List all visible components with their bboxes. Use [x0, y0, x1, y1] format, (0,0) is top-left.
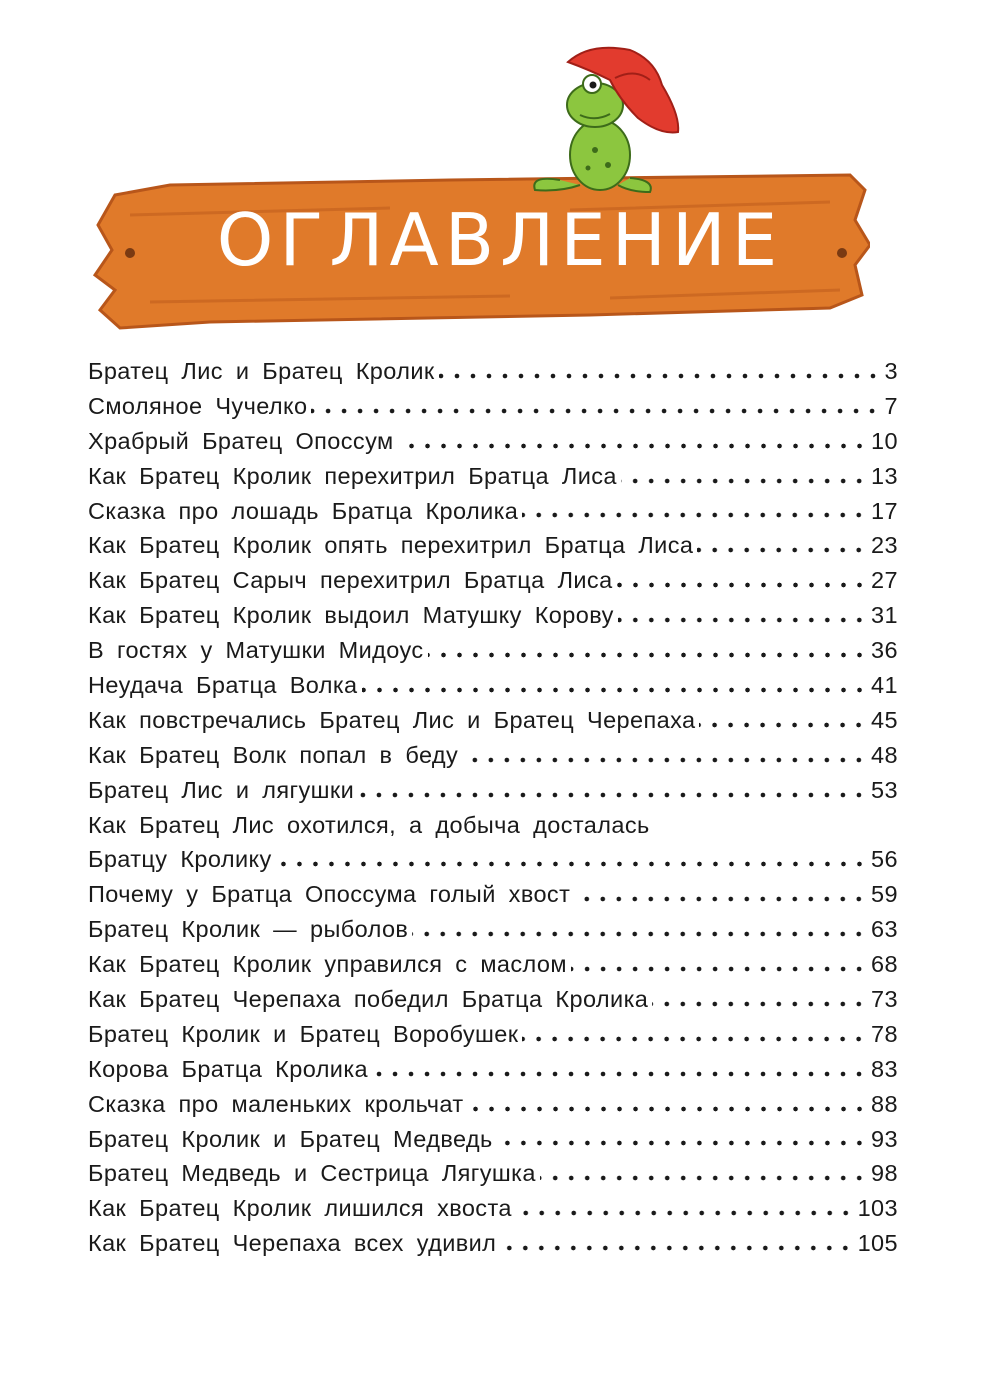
toc-entry-title: Смоляное Чучелко: [88, 392, 308, 419]
toc-entry-page: 7: [884, 392, 898, 419]
dot-leader: [522, 494, 867, 529]
dot-leader: [697, 528, 867, 563]
toc-entry[interactable]: [88, 1122, 898, 1157]
toc-entry-page: 83: [871, 1055, 898, 1082]
toc-entry-page: 59: [871, 881, 898, 908]
dot-leader: [522, 1017, 867, 1052]
toc-entry[interactable]: [88, 738, 898, 773]
toc-entry-title: Как повстречались Братец Лис и Братец Черепаха: [88, 706, 696, 733]
toc-entry-title: Братцу Кролику: [88, 846, 272, 873]
toc-entry-title: Как Братец Кролик лишился хвоста: [88, 1195, 512, 1222]
toc-entry[interactable]: [88, 912, 898, 947]
toc-entry-page: 45: [871, 706, 898, 733]
dot-leader: [372, 1052, 867, 1087]
toc-entry-title: Неудача Братца Волка: [88, 672, 358, 699]
toc-entry-title: Корова Братца Кролика: [88, 1055, 369, 1082]
toc-entry-page: 13: [871, 462, 898, 489]
toc-entry[interactable]: [88, 633, 898, 668]
page-title: ОГЛАВЛЕНИЕ: [216, 198, 784, 282]
dot-leader: [358, 773, 867, 808]
toc-entry-page: 88: [871, 1090, 898, 1117]
toc-entry[interactable]: [88, 877, 898, 912]
toc-entry-title: Как Братец Кролик управился с маслом: [88, 951, 567, 978]
toc-entry[interactable]: [88, 1052, 898, 1087]
toc-entry-title: Братец Лис и лягушки: [88, 776, 355, 803]
dot-leader: [497, 1122, 867, 1157]
toc-entry-title: Почему у Братца Опоссума голый хвост: [88, 881, 571, 908]
dot-leader: [571, 947, 867, 982]
toc-entry-title: Как Братец Кролик опять перехитрил Братца Лиса: [88, 532, 694, 559]
dot-leader: [617, 563, 868, 598]
toc-entry-page: 3: [884, 358, 898, 384]
dot-leader: [439, 354, 881, 389]
toc-entry[interactable]: [88, 354, 898, 389]
toc-entry[interactable]: [88, 598, 898, 633]
toc-entry-title: Как Братец Волк попал в беду: [88, 741, 459, 768]
toc-entry-title: Как Братец Сарыч перехитрил Братца Лиса: [88, 567, 613, 594]
toc-entry[interactable]: [88, 424, 898, 459]
dot-leader: [540, 1156, 867, 1191]
toc-entry[interactable]: [88, 982, 898, 1017]
toc-entry[interactable]: [88, 842, 898, 877]
toc-entry[interactable]: [88, 1156, 898, 1191]
toc-entry-page: 17: [871, 497, 898, 524]
toc-entry-page: 103: [857, 1195, 898, 1222]
toc-entry-title: Братец Медведь и Сестрица Лягушка: [88, 1160, 536, 1187]
toc-entry-page: 41: [871, 672, 898, 699]
toc-entry[interactable]: [88, 668, 898, 703]
dot-leader: [652, 982, 867, 1017]
toc-entry[interactable]: [88, 773, 898, 808]
toc-entry-title: Братец Кролик и Братец Медведь: [88, 1125, 493, 1152]
dot-leader: [428, 633, 868, 668]
toc-entry-title: Братец Лис и Братец Кролик: [88, 358, 435, 384]
dot-leader: [398, 424, 868, 459]
toc-entry-page: 73: [871, 986, 898, 1013]
header-illustration: [90, 40, 870, 340]
toc-entry[interactable]: [88, 459, 898, 494]
toc-entry-title: Как Братец Кролик перехитрил Братца Лиса: [88, 462, 617, 489]
dot-leader: [574, 877, 867, 912]
toc-entry-title: Как Братец Черепаха победил Братца Кролика: [88, 986, 649, 1013]
toc-entry-title: Братец Кролик — рыболов: [88, 916, 409, 943]
toc-entry-page: 98: [871, 1160, 898, 1187]
toc-entry-page: 68: [871, 951, 898, 978]
table-of-contents: [88, 354, 898, 1261]
toc-entry[interactable]: [88, 494, 898, 529]
toc-entry[interactable]: [88, 563, 898, 598]
toc-entry-page: 31: [871, 602, 898, 629]
toc-entry-page: 23: [871, 532, 898, 559]
toc-entry-title: Как Братец Черепаха всех удивил: [88, 1230, 497, 1257]
toc-entry[interactable]: [88, 703, 898, 738]
toc-entry-first-line[interactable]: [88, 808, 898, 843]
toc-entry-page: 93: [871, 1125, 898, 1152]
toc-entry-page: 36: [871, 637, 898, 664]
dot-leader: [699, 703, 867, 738]
toc-entry-page: 48: [871, 741, 898, 768]
dot-leader: [276, 842, 867, 877]
dot-leader: [621, 459, 867, 494]
toc-entry-title: Братец Кролик и Братец Воробушек: [88, 1020, 519, 1047]
dot-leader: [362, 668, 868, 703]
toc-entry-title: В гостях у Матушки Мидоус: [88, 637, 424, 664]
toc-entry-title: Как Братец Кролик выдоил Матушку Корову: [88, 602, 614, 629]
toc-entry[interactable]: [88, 1087, 898, 1122]
toc-entry[interactable]: [88, 1191, 898, 1226]
toc-entry-page: 78: [871, 1020, 898, 1047]
toc-entry-page: 27: [871, 567, 898, 594]
toc-entry-page: 10: [871, 427, 898, 454]
toc-entry-title-line1: Как Братец Лис охотился, а добыча досталась: [88, 811, 650, 838]
dot-leader: [500, 1226, 853, 1261]
dot-leader: [462, 738, 867, 773]
toc-entry[interactable]: [88, 528, 898, 563]
dot-leader: [618, 598, 867, 633]
toc-entry[interactable]: [88, 1226, 898, 1261]
dot-leader: [468, 1087, 868, 1122]
toc-entry-page: 56: [871, 846, 898, 873]
toc-entry[interactable]: [88, 1017, 898, 1052]
toc-entry[interactable]: [88, 947, 898, 982]
toc-entry-title: Храбрый Братец Опоссум: [88, 427, 394, 454]
toc-entry[interactable]: [88, 389, 898, 424]
dot-leader: [516, 1191, 854, 1226]
dot-leader: [412, 912, 867, 947]
dot-leader: [311, 389, 880, 424]
toc-entry-page: 63: [871, 916, 898, 943]
toc-entry-page: 53: [871, 776, 898, 803]
toc-entry-page: 105: [857, 1230, 898, 1257]
toc-entry-title: Сказка про лошадь Братца Кролика: [88, 497, 519, 524]
toc-entry-title: Сказка про маленьких крольчат: [88, 1090, 464, 1117]
